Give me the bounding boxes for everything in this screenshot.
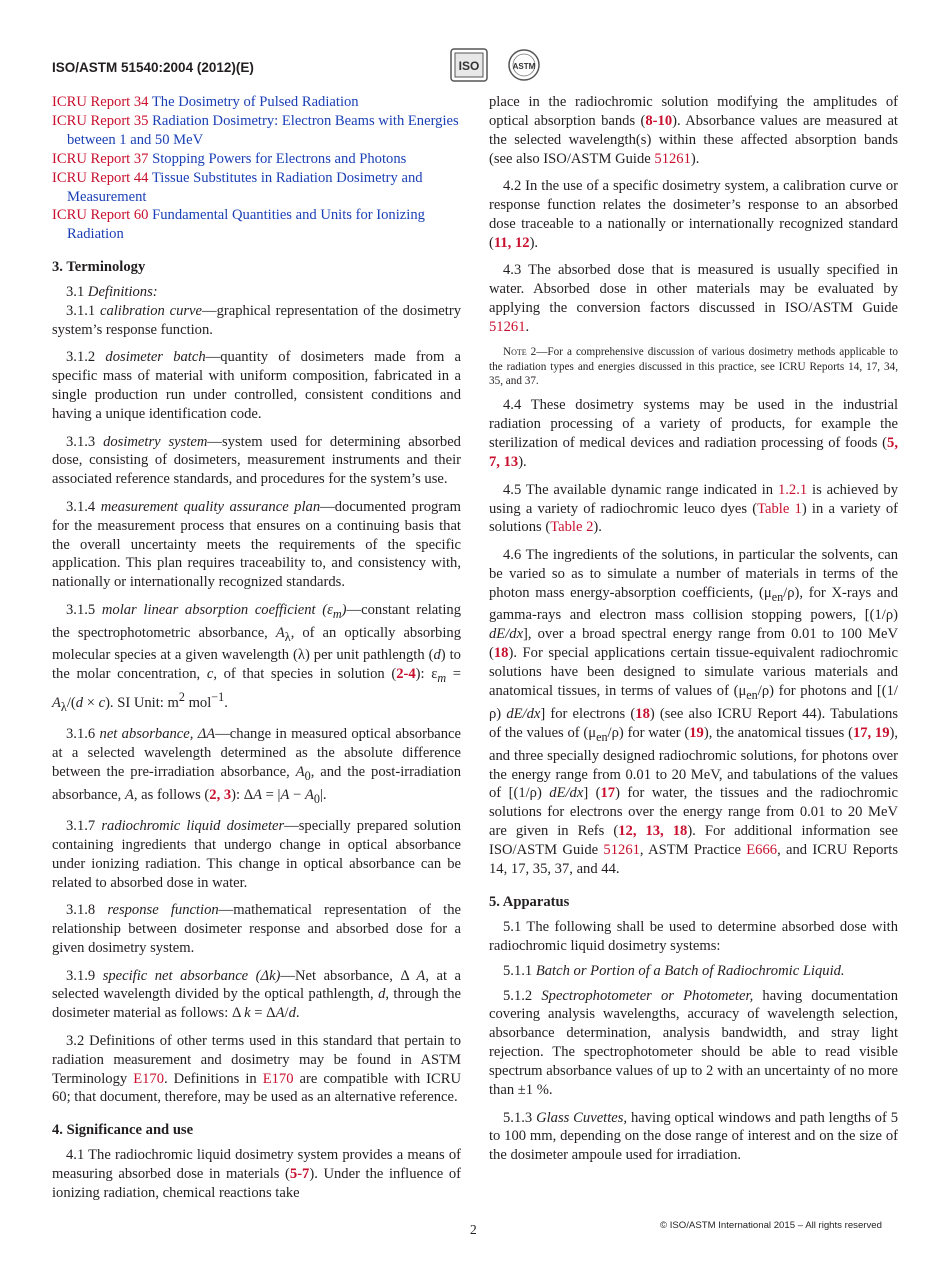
right-column [489, 93, 898, 1174]
citation-link[interactable]: 18 [635, 705, 650, 722]
citation-link[interactable]: 8-10 [645, 112, 673, 129]
copyright-notice: © ISO/ASTM International 2015 – All rights reserved [660, 1220, 882, 1231]
reference-item[interactable]: ICRU Report 34 The Dosimetry of Pulsed Radiation [52, 94, 359, 110]
standard-link-51261[interactable]: 51261 [489, 318, 526, 335]
citation-link[interactable]: 2, 3 [209, 786, 232, 803]
iso-logo [450, 48, 488, 82]
page-number: 2 [470, 1222, 477, 1237]
section-heading-apparatus: 5. Apparatus [489, 893, 570, 910]
section-heading-significance: 4. Significance and use [52, 1122, 194, 1139]
paragraph-4-3: 4.3 The absorbed dose that is measured is usually specified in water. Absorbed dose in other materials may be evaluated by applying the conversion factors discussed in ISO/ASTM Guide 51261. [489, 262, 898, 335]
iso-logo-text: ISO [458, 59, 480, 73]
reference-item[interactable]: ICRU Report 35 Radiation Dosimetry: Electron Beams with Energies between 1 and 50 MeV [52, 112, 459, 148]
reference-item[interactable]: ICRU Report 44 Tissue Substitutes in Radiation Dosimetry and Measurement [52, 169, 423, 205]
paragraph-5-1-3: 5.1.3 Glass Cuvettes, having optical windows and path lengths of 5 to 100 mm, depending on the dose range of interest and on the size of the dosimeter ampoule used for irradiation. [489, 1109, 898, 1164]
paragraph-4-1: 4.1 The radiochromic liquid dosimetry system provides a means of measuring absorbed dose in materials (5-7). Under the influence of ionizing radiation, chemical reactions take [52, 1147, 461, 1202]
reference-item[interactable]: ICRU Report 37 Stopping Powers for Electrons and Photons [52, 150, 407, 167]
paragraph-5-1-2: 5.1.2 Spectrophotometer or Photometer, having documentation covering analysis wavelengths, accuracy of wavelength selection, absorbance determination, analysis bandwidth, and stray light rejection. The spectrophotometer should be able to read visible spectrum absorbance values of up to 2 with an uncertainty of no more than ±1 %. [489, 987, 898, 1099]
citation-link[interactable]: 12, 13, 18 [618, 823, 688, 840]
paragraph-5-1-1: 5.1.1 Batch or Portion of a Batch of Radiochromic Liquid. [503, 962, 845, 979]
definition-3-1-6: 3.1.6 net absorbance, ΔA—change in measured optical absorbance at a selected wavelength determined as the absolute difference between the pre-irradiation absorbance, $A_0$, and the post-irradiation absorbance, A, as follows (2, 3): $\Delta A = |A - A_0|$. [52, 726, 461, 806]
reference-item[interactable]: ICRU Report 60 Fundamental Quantities and Units for Ionizing Radiation [52, 207, 425, 243]
astm-logo-text: ASTM [512, 62, 536, 71]
definition-3-1-9: 3.1.9 specific net absorbance (Δk)—Net absorbance, Δ A, at a selected wavelength divided by the optical pathlength, d, through the dosimeter material as follows: Δ k = ΔA/d. [52, 967, 461, 1022]
citation-link[interactable]: 5, 7, 13 [489, 435, 898, 471]
citation-link[interactable]: 2-4 [396, 666, 416, 683]
section-heading-terminology: 3. Terminology [52, 259, 146, 276]
standard-link-e170[interactable]: E170 [133, 1070, 164, 1087]
definition-3-1-4: 3.1.4 measurement quality assurance plan—documented program for the measurement process that ensures on a continuing basis that the overall uncertainty meets the requirements of the specific application. This plan requires traceability to, and consistency with, nationally or internationally recognized standards. [52, 498, 461, 591]
astm-logo [505, 48, 543, 82]
definition-3-1-7: 3.1.7 radiochromic liquid dosimeter—specially prepared solution containing ingredients that undergo change in optical absorbance under ionizing radiation. This change in optical absorbance can be related to absorbed dose in water. [52, 818, 461, 891]
paragraph-3-2: 3.2 Definitions of other terms used in this standard that pertain to radiation measurement and dosimetry may be found in ASTM Terminology E170. Definitions in E170 are compatible with ICRU 60; that document, therefore, may be used as an alternative reference. [52, 1032, 461, 1106]
definition-3-1-3: 3.1.3 dosimetry system—system used for determining absorbed dose, consisting of dosimeters, measurement instruments and their associated reference standards, and procedures for the system’s use. [52, 433, 461, 488]
definition-3-1-8: 3.1.8 response function—mathematical representation of the relationship between dosimeter response and absorbed dose for a given dosimetry system. [52, 902, 461, 957]
citation-link[interactable]: 17 [600, 785, 616, 802]
standard-link-e666[interactable]: E666 [746, 842, 778, 859]
standard-designation: ISO/ASTM 51540:2004 (2012)(E) [52, 60, 254, 75]
paragraph-4-5: 4.5 The available dynamic range indicated in 1.2.1 is achieved by using a variety of radiochromic leuco dyes (Table 1) in a variety of solutions (Table 2). [489, 481, 898, 536]
standard-link-e170[interactable]: E170 [262, 1070, 294, 1087]
citation-link[interactable]: 5-7 [289, 1166, 310, 1183]
paragraph-4-6: 4.6 The ingredients of the solutions, in particular the solvents, can be varied so as to simulate a number of materials in terms of the photon mass energy-absorption coefficients, $(\mu_{en}/\rho)$, for X-rays and gamma-rays and electron mass collision stopping powers, [(1/ρ) dE/dx], over a broad spectral energy range from 0.01 to 100 MeV (18). For special applications certain tissue-equivalent radiochromic solutions have been designed to simulate various materials and anatomical tissues, in terms of values of $(\mu_{en}/\rho)$ for photons and [(1/ρ) dE/dx] for electrons (18) (see also ICRU Report 44). Tabulations of the values of $(\mu_{en}/\rho)$ for water (19), the anatomical tissues (17, 19), and three specially designed radiochromic solutions, for photons over the energy range from 0.01 to 20 MeV, and tabulations of the values of [(1/ρ) dE/dx] (17) for water, the tissues and the radiochromic solutions for electrons over the energy range from 0.01 to 20 MeV are given in Refs (12, 13, 18). For additional information see ISO/ASTM Guide 51261, ASTM Practice E666, and ICRU Reports 14, 17, 35, 37, and 44. [489, 546, 899, 878]
table-link[interactable]: Table 1 [757, 500, 802, 517]
citation-link[interactable]: 17, 19 [852, 724, 890, 741]
section-link[interactable]: 1.2.1 [777, 481, 808, 498]
paragraph-3-1: 3.1 Definitions: [66, 284, 158, 301]
paragraph-4-1-continued: place in the radiochromic solution modifying the amplitudes of optical absorption bands (8-10). Absorbance values are measured at the selected wavelength(s) within these affected absorption bands (see also ISO/ASTM Guide 51261). [489, 94, 898, 167]
definition-3-1-1: 3.1.1 calibration curve—graphical representation of the dosimetry system’s response function. [52, 303, 461, 338]
paragraph-5-1: 5.1 The following shall be used to determine absorbed dose with radiochromic liquid dosimetry systems: [489, 918, 898, 954]
left-column [52, 93, 461, 1212]
paragraph-4-4: 4.4 These dosimetry systems may be used in the industrial radiation processing of a variety of products, for example the sterilization of medical devices and radiation processing of foods (5, 7, 13). [489, 397, 898, 471]
definition-3-1-2: 3.1.2 dosimeter batch—quantity of dosimeters made from a specific mass of material with uniform composition, fabricated in a single production run under controlled, consistent conditions and having a unique identification code. [52, 349, 461, 423]
note-2: Note 2—For a comprehensive discussion of various dosimetry methods applicable to the radiation types and energies discussed in this practice, see ICRU Reports 14, 17, 34, 35, and 37. [489, 346, 898, 387]
definition-3-1-5: 3.1.5 molar linear absorption coefficient $(\varepsilon_m)—constant$ relating the spectrophotometric absorbance, $A_\lambda$, of an optically absorbing molecular species at a given wavelength (λ) per unit pathlength (d) to the molar concentration, c, of that species in solution (2-4): $\varepsilon_m = A_\lambda/(d \times c)$. SI Unit: $m^2$ mol$^{-1}$. [52, 601, 462, 714]
standard-link-51261[interactable]: 51261 [654, 150, 691, 167]
table-link[interactable]: Table 2 [550, 519, 594, 536]
standard-link-51261[interactable]: 51261 [603, 842, 640, 859]
citation-link[interactable]: 19 [689, 724, 704, 741]
paragraph-4-2: 4.2 In the use of a specific dosimetry system, a calibration curve or response function relates the dosimeter’s response to an absorbed dose traceable to a nationally or internationally recognized standard (11, 12). [489, 178, 898, 251]
citation-link[interactable]: 11, 12 [493, 234, 530, 251]
citation-link[interactable]: 18 [493, 645, 509, 662]
